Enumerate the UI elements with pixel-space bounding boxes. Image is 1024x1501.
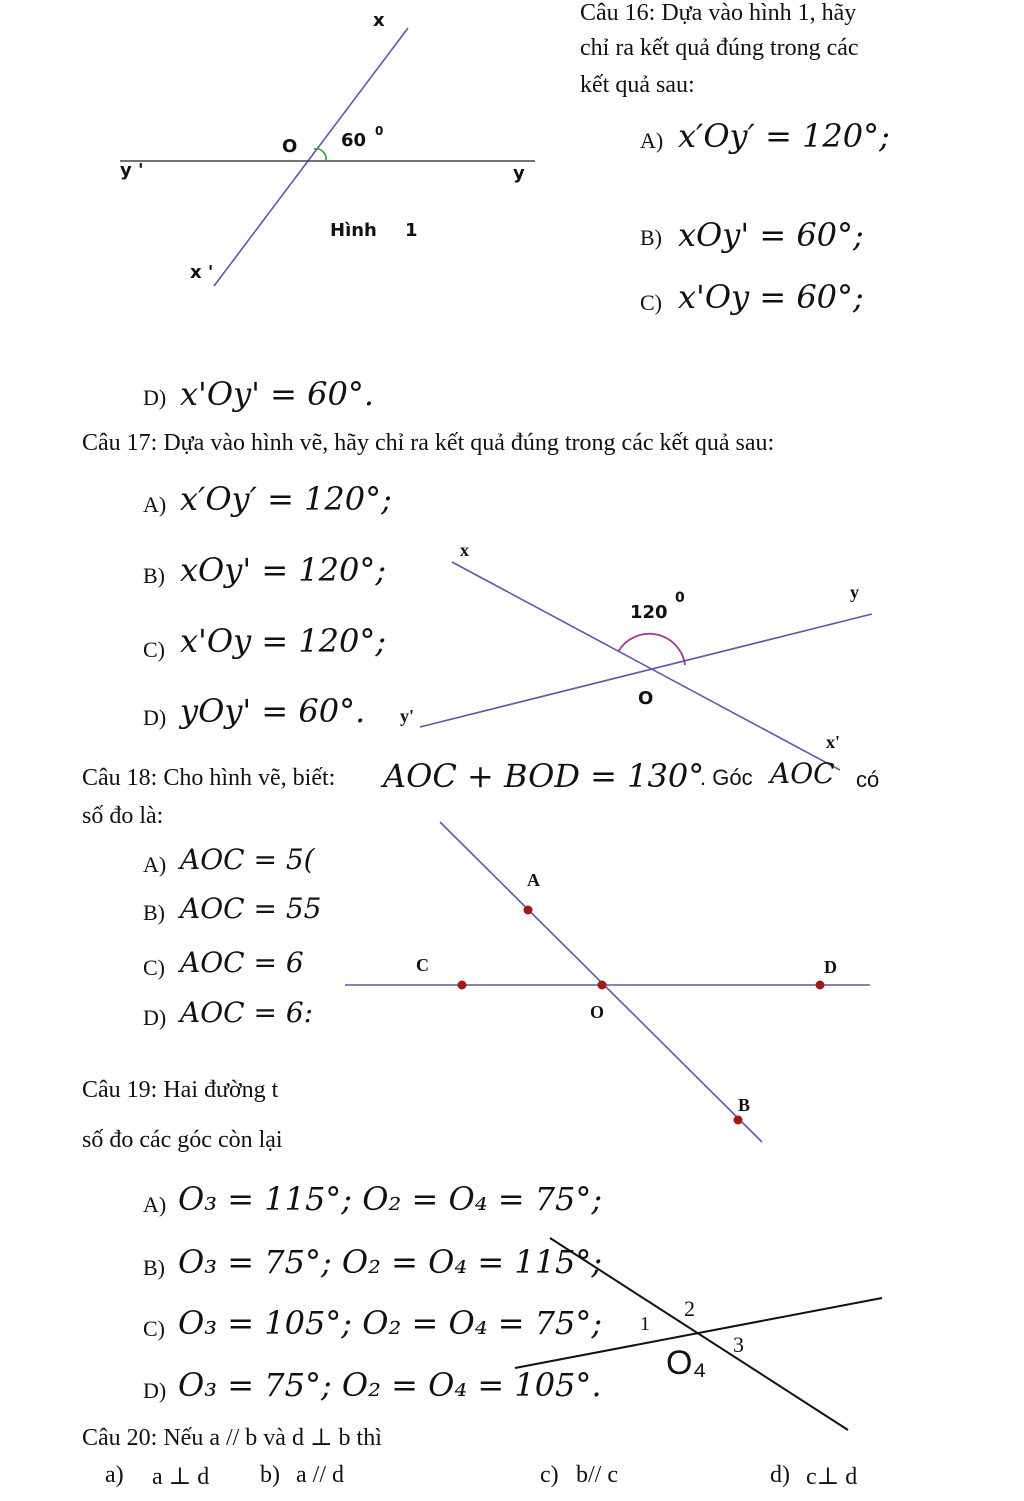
q19-option-a-label: A) — [143, 1192, 167, 1217]
q18-stem-end: có — [856, 767, 880, 792]
q17-option-d-label: D) — [143, 705, 167, 730]
q17-option-a-label: A) — [143, 492, 167, 517]
q20-option-c-label: c) — [540, 1462, 559, 1488]
q20-option-b-label: b) — [260, 1462, 280, 1488]
q18-stem-mid: . Góc — [700, 765, 753, 790]
fig1-caption: Hình — [330, 220, 377, 241]
fig2-label-y-prime: y' — [400, 706, 415, 726]
fig1-label-y: y — [513, 163, 525, 184]
q16-option-a-expr: x′Oy′ = 120°; — [678, 117, 890, 155]
q16-option-c-label: C) — [640, 290, 662, 315]
q17-option-d-expr: yOy' = 60°. — [180, 692, 366, 730]
q16-option-c-expr: x'Oy = 60°; — [678, 278, 864, 316]
fig2-label-y: y — [850, 582, 859, 602]
fig2-label-angle: 120 — [630, 602, 668, 623]
q18-option-d-label: D) — [143, 1005, 167, 1030]
q20-option-c-text: b// c — [576, 1462, 618, 1488]
fig3-point-b — [734, 1116, 743, 1125]
fig3-point-o — [598, 981, 607, 990]
q20-option-d-label: d) — [770, 1462, 790, 1488]
fig4-label-o4: O₄ — [666, 1344, 707, 1382]
q16-option-d-label: D) — [143, 385, 167, 410]
q17-option-c-label: C) — [143, 637, 165, 662]
fig2-label-x-prime: x' — [826, 732, 841, 752]
fig4-label-1: 1 — [640, 1313, 650, 1335]
fig3-label-c: C — [416, 955, 429, 975]
q18-stem-start: Câu 18: Cho hình vẽ, biết: — [82, 765, 336, 791]
figure-1 — [120, 28, 535, 286]
q18-stem-angle: AOC — [770, 757, 835, 790]
q17-option-b-label: B) — [143, 563, 165, 588]
fig1-line-xx — [214, 28, 408, 286]
q17-option-c-expr: x'Oy = 120°; — [180, 622, 387, 660]
q17-stem: Câu 17: Dựa vào hình vẽ, hãy chỉ ra kết quả đúng trong các kết quả sau: — [82, 430, 775, 456]
q16-option-a-label: A) — [640, 128, 664, 153]
q20-option-d-text: c⊥ d — [806, 1464, 858, 1490]
figure-3 — [345, 822, 870, 1142]
q18-option-a-expr: AOC = 5( — [180, 843, 315, 876]
fig3-label-o: O — [590, 1002, 605, 1022]
q19-option-d-expr: O₃ = 75°; O₂ = O₄ = 105°. — [178, 1366, 602, 1404]
q18-option-c-label: C) — [143, 955, 165, 980]
q17-option-b-expr: xOy' = 120°; — [180, 551, 387, 589]
q20-option-b-text: a // d — [296, 1462, 344, 1488]
q18-stem-line-2: số đo là: — [82, 803, 164, 829]
q19-option-c-expr: O₃ = 105°; O₂ = O₄ = 75°; — [178, 1304, 603, 1342]
fig1-label-o: O — [282, 136, 298, 157]
q20-stem: Câu 20: Nếu a // b và d ⊥ b thì — [82, 1425, 382, 1451]
q18-option-b-label: B) — [143, 900, 165, 925]
q17-option-a-expr: x′Oy′ = 120°; — [180, 480, 392, 518]
q20-option-a-text: a ⊥ d — [152, 1464, 210, 1490]
fig3-point-a — [524, 906, 533, 915]
q18-option-a-label: A) — [143, 852, 167, 877]
q16-option-b-expr: xOy' = 60°; — [678, 216, 864, 254]
q16-stem-line-1: Câu 16: Dựa vào hình 1, hãy — [580, 0, 857, 26]
fig2-line-xx — [452, 562, 840, 770]
q19-option-a-expr: O₃ = 115°; O₂ = O₄ = 75°; — [178, 1180, 603, 1218]
q18-stem-math: AOC + BOD = 130° — [383, 757, 705, 795]
q16-stem-line-2: chỉ ra kết quả đúng trong các — [580, 35, 859, 61]
fig3-point-c — [458, 981, 467, 990]
fig2-label-x: x — [460, 540, 469, 560]
q18-option-b-expr: AOC = 55 — [180, 892, 322, 925]
fig1-label-angle: 60 — [341, 130, 367, 151]
q18-option-c-expr: AOC = 6 — [180, 946, 304, 979]
fig3-point-d — [816, 981, 825, 990]
q19-option-b-label: B) — [143, 1255, 165, 1280]
fig1-caption-number: 1 — [405, 220, 418, 241]
q19-stem-line-1: Câu 19: Hai đường t — [82, 1077, 279, 1103]
fig2-label-angle-deg: 0 — [675, 590, 685, 606]
q19-option-b-expr: O₃ = 75°; O₂ = O₄ = 115°; — [178, 1243, 603, 1281]
fig4-label-3: 3 — [733, 1332, 744, 1357]
fig2-angle-arc — [618, 634, 685, 665]
fig3-label-a: A — [527, 870, 540, 890]
q20-option-a-label: a) — [105, 1462, 124, 1488]
q16-stem-line-3: kết quả sau: — [580, 72, 695, 98]
q19-option-d-label: D) — [143, 1378, 167, 1403]
q18-option-d-expr: AOC = 6: — [180, 996, 314, 1029]
fig1-label-x: x — [373, 10, 385, 31]
figure-2 — [420, 562, 872, 770]
fig3-label-b: B — [738, 1095, 751, 1115]
fig1-label-angle-deg: 0 — [375, 124, 384, 138]
q16-option-b-label: B) — [640, 225, 662, 250]
fig1-label-x-prime: x ' — [190, 262, 214, 283]
q19-stem-line-2: số đo các góc còn lại — [82, 1127, 283, 1153]
fig3-label-d: D — [824, 957, 837, 977]
q19-option-c-label: C) — [143, 1316, 165, 1341]
fig2-label-o: O — [638, 688, 654, 709]
fig1-label-y-prime: y ' — [120, 160, 144, 181]
fig2-line-yy — [420, 614, 872, 727]
q16-option-d-expr: x'Oy' = 60°. — [180, 375, 374, 413]
fig4-label-2: 2 — [684, 1296, 695, 1321]
